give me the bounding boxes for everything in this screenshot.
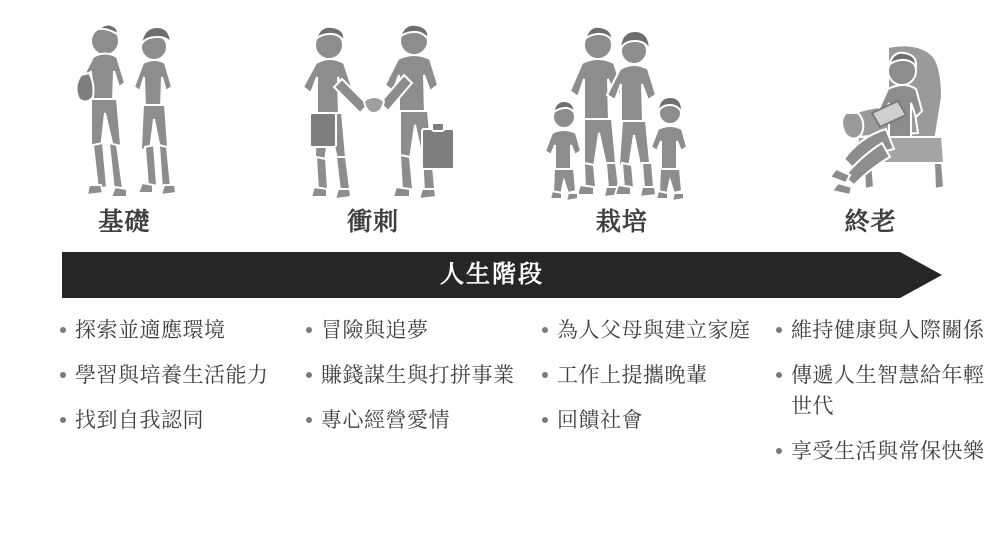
bullet-label: 學習與培養生活能力: [75, 364, 269, 387]
list-item: [301, 360, 519, 391]
bullet-dot-icon: [301, 414, 317, 424]
stage-label-row: [0, 205, 995, 243]
illustration-cell-2: [249, 12, 498, 202]
list-item: [55, 315, 273, 346]
stage-label-2: 衝刺: [347, 208, 400, 236]
bullet-dot-icon: [55, 414, 71, 424]
businessmen-handshake-icon: [286, 17, 461, 202]
list-item: [55, 360, 273, 391]
bullet-label: 專心經營愛情: [321, 409, 450, 432]
bullet-column-4: [761, 315, 995, 551]
list-item: [771, 360, 989, 422]
list-item: [537, 315, 755, 346]
bullet-label: 為人父母與建立家庭: [557, 319, 751, 342]
illustration-cell-3: [498, 12, 747, 202]
bullet-dot-icon: [55, 324, 71, 334]
bullet-dot-icon: [537, 369, 553, 379]
banner-title: 人生階段: [440, 261, 544, 288]
family-with-children-icon: [542, 17, 702, 202]
bullet-label: 維持健康與人際關係: [791, 319, 985, 342]
list-item: [55, 405, 273, 436]
bullet-dot-icon: [771, 324, 787, 334]
illustration-row: [0, 12, 995, 202]
bullet-label: 回饋社會: [557, 409, 643, 432]
bullet-dot-icon: [771, 445, 787, 455]
bullet-label: 享受生活與常保快樂: [791, 440, 985, 463]
illustration-cell-4: [746, 12, 995, 202]
list-item: [301, 405, 519, 436]
bullet-column-1: [0, 315, 279, 551]
list-item: [301, 315, 519, 346]
bullet-dot-icon: [771, 369, 787, 379]
bullet-columns: [0, 315, 995, 551]
list-item: [771, 315, 989, 346]
stage-label-4: 終老: [844, 208, 897, 236]
bullet-label: 找到自我認同: [75, 409, 204, 432]
stage-label-3: 栽培: [595, 208, 648, 236]
bullet-dot-icon: [537, 324, 553, 334]
bullet-dot-icon: [301, 369, 317, 379]
elder-in-armchair-icon: [776, 17, 966, 202]
bullet-dot-icon: [537, 414, 553, 424]
bullet-dot-icon: [301, 324, 317, 334]
bullet-column-2: [279, 315, 525, 551]
bullet-label: 探索並適應環境: [75, 319, 226, 342]
bullet-label: 傳遞人生智慧給年輕世代: [791, 364, 985, 418]
list-item: [537, 360, 755, 391]
stage-label-1: 基礎: [98, 208, 151, 236]
illustration-cell-1: [0, 12, 249, 202]
bullet-dot-icon: [55, 369, 71, 379]
stage-arrow-banner: [62, 252, 942, 298]
bullet-column-3: [525, 315, 761, 551]
bullet-label: 冒險與追夢: [321, 319, 429, 342]
bullet-label: 賺錢謀生與打拼事業: [321, 364, 515, 387]
list-item: [771, 436, 989, 467]
couple-walking-icon: [49, 17, 199, 202]
bullet-label: 工作上提攜晚輩: [557, 364, 708, 387]
list-item: [537, 405, 755, 436]
